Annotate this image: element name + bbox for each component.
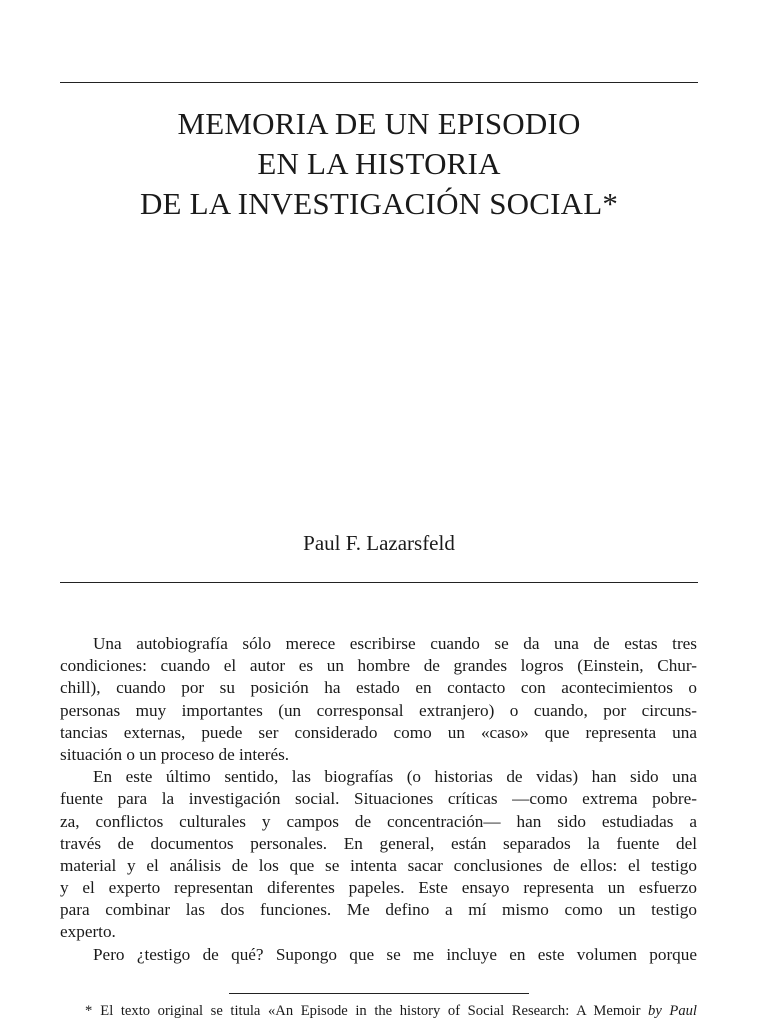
- title-line-1: MEMORIA DE UN EPISODIO: [177, 106, 581, 141]
- title-line-3: DE LA INVESTIGACIÓN SOCIAL*: [139, 186, 619, 221]
- body-line: personas muy importantes (un corresponsal extranjero) o cuando, por circuns-: [60, 700, 697, 720]
- top-rule: [60, 82, 698, 83]
- body-line: tancias externas, puede ser considerado como un «caso» que representa una: [60, 722, 697, 742]
- body-line: fuente para la investigación social. Situaciones críticas —como extrema pobre-: [60, 789, 697, 809]
- body-line: situación o un proceso de interés.: [60, 744, 290, 764]
- body-line: través de documentos personales. En general, están separados la fuente del: [60, 833, 697, 853]
- footnote-text: El texto original se titula «An Episode in the history of Social Research: A Memoir: [100, 1003, 641, 1019]
- body-line: za, conflictos culturales y campos de concentración— han sido estudiadas a: [60, 811, 697, 831]
- body-line: para combinar las dos funciones. Me defino a mí mismo como un testigo: [60, 900, 697, 920]
- body-line: chill), cuando por su posición ha estado en contacto con acontecimientos o: [60, 678, 697, 698]
- body-text: [60, 633, 697, 966]
- body-line: Pero ¿testigo de qué? Supongo que se me incluye en este volumen porque: [93, 944, 697, 964]
- body-line: experto.: [60, 922, 116, 942]
- body-line: condiciones: cuando el autor es un hombre de grandes logros (Einstein, Chur-: [60, 656, 697, 676]
- body-line: y el experto representan diferentes papeles. Este ensayo representa un esfuerzo: [60, 878, 697, 898]
- author-name: Paul F. Lazarsfeld: [303, 531, 455, 555]
- body-line: material y el análisis de los que se intenta sacar conclusiones de ellos: el testigo: [60, 855, 697, 875]
- footnote: [60, 1001, 697, 1021]
- article-title: [60, 104, 698, 224]
- footnote-rule: [229, 993, 529, 994]
- body-line: Una autobiografía sólo merece escribirse cuando se da una de estas tres: [93, 634, 697, 653]
- title-line-2: EN LA HISTORIA: [257, 146, 501, 181]
- header-bottom-rule: [60, 582, 698, 583]
- body-line: En este último sentido, las biografías (o historias de vidas) han sido una: [93, 767, 697, 787]
- footnote-mark: *: [85, 1003, 93, 1019]
- footnote-italic-tail: by Paul: [648, 1003, 697, 1019]
